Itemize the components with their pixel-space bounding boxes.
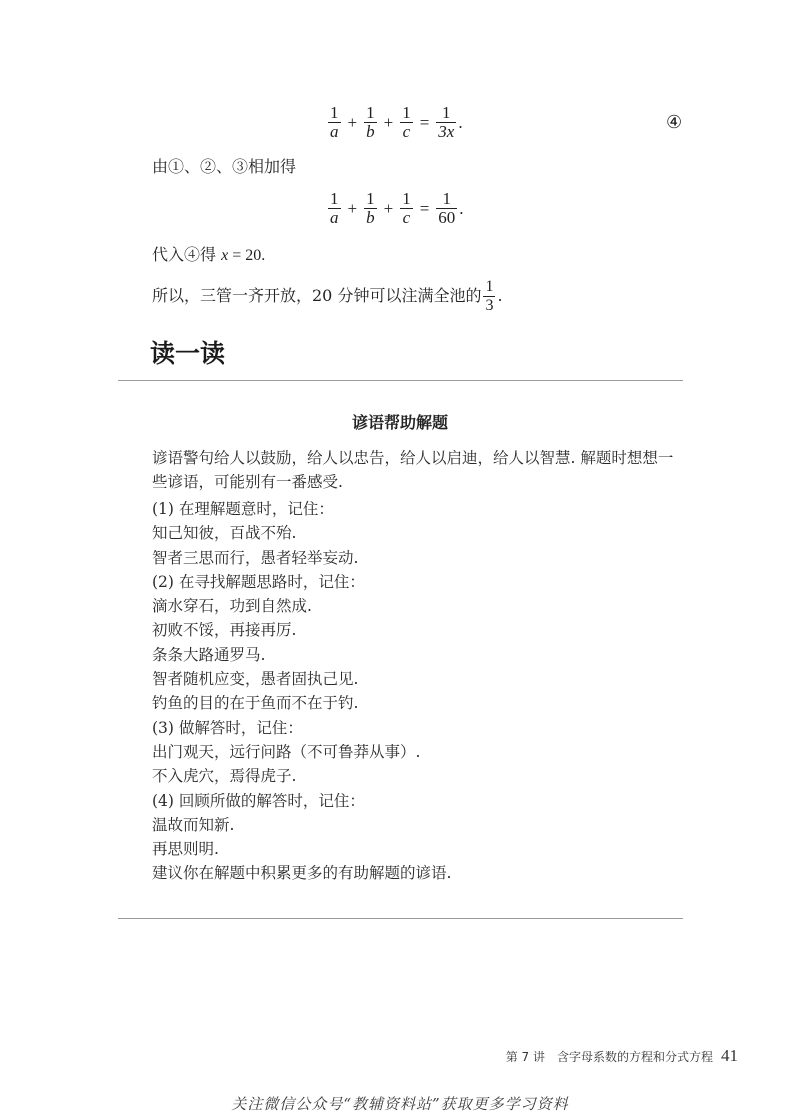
list-item: 再思则明. bbox=[152, 840, 219, 859]
plus-sign: + bbox=[383, 112, 394, 132]
fraction-1-over-c bbox=[400, 190, 413, 227]
numerator: 1 bbox=[485, 277, 494, 295]
page-footer bbox=[506, 1046, 738, 1066]
section-title: 读一读 bbox=[150, 339, 226, 368]
fraction-1-over-a bbox=[328, 104, 341, 141]
conclusion-text: 所以，三管一齐开放，20 分钟可以注满全池的 bbox=[152, 286, 482, 305]
proverb-list bbox=[152, 497, 451, 886]
list-item: (2) 在寻找解题思路时，记住： bbox=[152, 572, 365, 591]
variable-x: x bbox=[221, 247, 229, 264]
numerator: 1 bbox=[442, 189, 452, 208]
denominator: 60 bbox=[438, 208, 456, 227]
substitution-statement bbox=[152, 244, 265, 267]
denominator: c bbox=[402, 208, 411, 227]
list-item: (1) 在理解题意时，记住： bbox=[152, 500, 334, 518]
substitution-prefix: 代入④得 bbox=[152, 245, 222, 264]
box-title: 谚语帮助解题 bbox=[351, 413, 448, 432]
denominator: a bbox=[330, 208, 339, 227]
list-item: 条条大路通罗马. bbox=[152, 645, 266, 664]
fraction-1-over-3x bbox=[436, 104, 456, 141]
period: . bbox=[459, 198, 464, 218]
fraction-1-over-b bbox=[364, 104, 377, 141]
fraction-1-over-b bbox=[364, 190, 377, 227]
equation-sixty bbox=[326, 190, 464, 227]
numerator: 1 bbox=[402, 103, 411, 122]
denominator: a bbox=[330, 122, 339, 141]
fraction-1-over-3 bbox=[483, 278, 495, 315]
equation-label-4: ④ bbox=[666, 112, 683, 133]
denominator: 3 bbox=[485, 296, 494, 314]
list-item: 滴水穿石，功到自然成. bbox=[152, 597, 312, 616]
list-item: 建议你在解题中积累更多的有助解题的谚语. bbox=[152, 864, 452, 883]
intro-text: 谚语警句给人以鼓励，给人以忠告，给人以启迪，给人以智慧. 解题时想想一些谚语，可能别有一番感受. bbox=[152, 449, 674, 491]
chapter-title: 第 7 讲 含字母系数的方程和分式方程 bbox=[505, 1050, 713, 1064]
list-item: 钓鱼的目的在于鱼而不在于钓. bbox=[152, 694, 359, 713]
substitution-value: = 20. bbox=[228, 247, 266, 264]
plus-sign: + bbox=[347, 198, 358, 218]
denominator: c bbox=[402, 122, 411, 141]
numerator: 1 bbox=[366, 103, 375, 122]
denominator: b bbox=[366, 122, 375, 141]
top-divider bbox=[118, 380, 683, 381]
numerator: 1 bbox=[330, 189, 339, 208]
fraction-1-over-c bbox=[400, 104, 413, 141]
list-item: (4) 回顾所做的解答时，记住： bbox=[152, 791, 365, 810]
period: . bbox=[497, 286, 503, 305]
fraction-1-over-60 bbox=[436, 190, 457, 227]
list-item: 知己知彼，百战不殆. bbox=[152, 524, 297, 543]
denominator: b bbox=[366, 208, 375, 227]
list-item: 温故而知新. bbox=[152, 815, 235, 834]
equals-sign: = bbox=[419, 112, 430, 132]
list-item: (3) 做解答时，记住： bbox=[152, 718, 303, 737]
plus-sign: + bbox=[383, 198, 394, 218]
list-item: 智者随机应变，愚者固执己见. bbox=[152, 670, 359, 689]
numerator: 1 bbox=[402, 189, 411, 208]
fraction-1-over-a bbox=[328, 190, 341, 227]
plus-sign: + bbox=[347, 112, 358, 132]
conclusion-statement bbox=[152, 276, 503, 316]
numerator: 1 bbox=[330, 103, 339, 122]
list-item: 智者三思而行，愚者轻举妄动. bbox=[152, 548, 359, 567]
numerator: 1 bbox=[442, 103, 451, 122]
bottom-divider bbox=[118, 918, 683, 919]
equals-sign: = bbox=[419, 198, 430, 218]
intro-paragraph bbox=[152, 446, 687, 494]
list-item: 初败不馁，再接再厉. bbox=[152, 621, 297, 640]
denominator: 3x bbox=[438, 122, 455, 141]
period: . bbox=[458, 112, 463, 132]
equation-four bbox=[326, 104, 463, 141]
watermark-text: 关注微信公众号“教辅资料站”获取更多学习资料 bbox=[231, 1095, 569, 1113]
numerator: 1 bbox=[366, 189, 375, 208]
sum-statement: 由①、②、③相加得 bbox=[152, 157, 297, 176]
list-item: 出门观天，远行问路（不可鲁莽从事）. bbox=[152, 742, 421, 761]
page-number: 41 bbox=[721, 1046, 738, 1065]
list-item: 不入虎穴，焉得虎子. bbox=[152, 767, 297, 786]
